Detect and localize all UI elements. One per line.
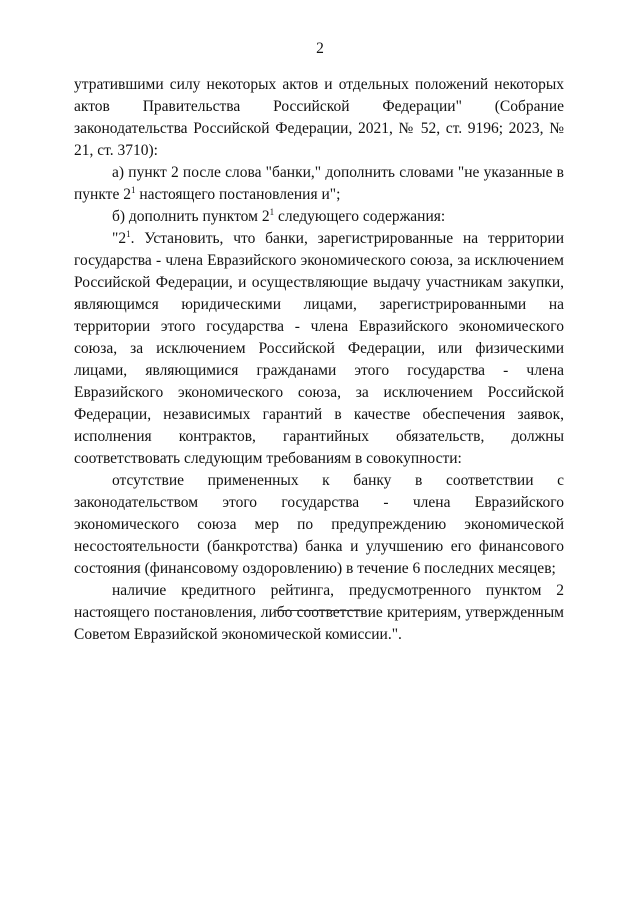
paragraph-text: наличие кредитного рейтинга, предусмотренного пунктом 2 настоящего постановления, либо соответствие критериям, утвержденным Советом Евразийской экономической комиссии.".: [74, 582, 564, 643]
paragraph-text: "2: [112, 230, 127, 247]
paragraph-text-after: . Установить, что банки, зарегистрированные на территории государства - члена Евразийского экономического союза, за исключением Российской Федерации, и осуществляющие выдачу участникам закупки, являющимся юридическими лицами, зарегистрированными на территории этого государства - члена Евразийского экономического союза, за исключением Российской Федерации, или физическими лицами, являющимися гражданами этого государства - члена Евразийского экономического союза, за исключением Российской Федерации, независимых гарантий в качестве обеспечения заявок, исполнения контрактов, гарантийных обязательств, должны соответствовать следующим требованиям в совокупности:: [74, 230, 564, 467]
paragraph-continuation: [74, 74, 564, 162]
paragraph-requirement-1: [74, 470, 564, 580]
superscript: 1: [130, 185, 136, 195]
superscript: 1: [126, 229, 131, 239]
document-body: [74, 74, 564, 646]
paragraph-text: б) дополнить пунктом 2: [112, 208, 270, 225]
paragraph-text-after: настоящего постановления и";: [135, 186, 341, 203]
superscript: 1: [269, 207, 275, 217]
paragraph-clause-2-1: [74, 228, 564, 470]
paragraph-text: утратившими силу некоторых актов и отдельных положений некоторых актов Правительства Российской Федерации" (Собрание законодательства Российской Федерации, 2021, № 52, ст. 9196; 2023, № 21, ст. 3710):: [74, 76, 564, 159]
page-number: 2: [316, 40, 324, 57]
paragraph-text: а) пункт 2 после слова "банки," дополнить словами "не указанные в пункте 2: [74, 164, 564, 203]
paragraph-text-after: следующего содержания:: [274, 208, 446, 225]
paragraph-text: отсутствие примененных к банку в соответствии с законодательством этого государства - члена Евразийского экономического союза мер по предупреждению экономической несостоятельности (банкротства) банка и улучшению его финансового состояния (финансовому оздоровлению) в течение 6 последних месяцев;: [74, 472, 564, 577]
closing-separator-line: [276, 610, 362, 611]
paragraph-item-a: [74, 162, 564, 206]
paragraph-requirement-2: [74, 580, 564, 646]
paragraph-item-b: [74, 206, 564, 228]
